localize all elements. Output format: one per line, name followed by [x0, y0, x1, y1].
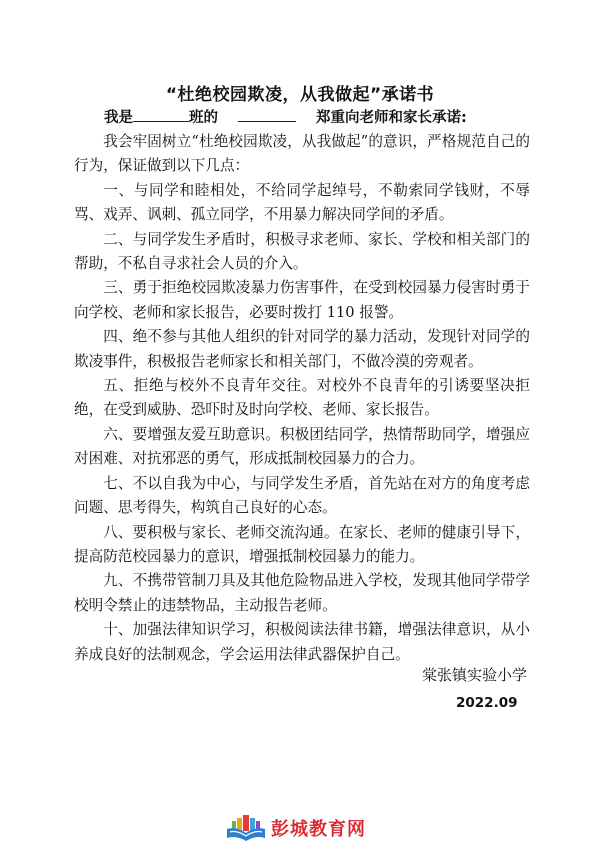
open-book-icon [224, 813, 268, 843]
pledge-item-5: 五、拒绝与校外不良青年交往。对校外不良青年的引诱要坚决拒绝，在受到威胁、恐吓时及时向学校、老师、家长报告。 [74, 377, 530, 419]
pledge-item-3: 三、勇于拒绝校园欺凌暴力伤害事件，在受到校园暴力侵害时勇于向学校、老师和家长报告，必要时拨打 110 报警。 [74, 279, 530, 321]
pledge-suffix: 郑重向老师和家长承诺: [316, 110, 467, 126]
school-name: 棠张镇实验小学 [421, 666, 527, 684]
document-date: 2022.09 [456, 695, 518, 711]
pledge-prefix: 我是 [104, 110, 133, 126]
watermark-text: 彭城教育网 [271, 819, 366, 840]
class-blank[interactable] [133, 107, 189, 122]
pledge-item-10: 十、加强法律知识学习，积极阅读法律书籍，增强法律意识，从小养成良好的法制观念，学会运用法律武器保护自己。 [74, 621, 530, 663]
pledge-item-9: 九、不携带管制刀具及其他危险物品进入学校，发现其他同学带学校明令禁止的违禁物品，主动报告老师。 [74, 572, 530, 614]
pledge-item-8: 八、要积极与家长、老师交流沟通。在家长、老师的健康引导下，提高防范校园暴力的意识，增强抵制校园暴力的能力。 [74, 523, 530, 565]
site-watermark [224, 813, 366, 843]
pledge-line [104, 106, 467, 127]
pledge-item-6: 六、要增强友爱互助意识。积极团结同学，热情帮助同学，增强应对困难、对抗邪恶的勇气，形成抵制校园暴力的合力。 [74, 425, 530, 468]
name-blank[interactable] [238, 107, 296, 122]
pledge-item-4: 四、绝不参与其他人组织的针对同学的暴力活动，发现针对同学的欺凌事件，积极报告老师家长和相关部门，不做冷漠的旁观者。 [74, 328, 530, 370]
pledge-item-7: 七、不以自我为中心，与同学发生矛盾，首先站在对方的角度考虑问题、思考得失，构筑自己良好的心态。 [74, 474, 530, 517]
intro-paragraph: 我会牢固树立“杜绝校园欺凌，从我做起”的意识，严格规范自己的行为，保证做到以下几点： [74, 133, 530, 175]
pledge-item-2: 二、与同学发生矛盾时，积极寻求老师、家长、学校和相关部门的帮助，不私自寻求社会人员的介入。 [74, 230, 530, 273]
pledge-body [74, 130, 530, 667]
document-title: “杜绝校园欺凌，从我做起”承诺书 [165, 85, 435, 105]
pledge-item-1: 一、与同学和睦相处，不给同学起绰号，不勒索同学钱财，不辱骂、戏弄、讽刺、孤立同学，不用暴力解决同学间的矛盾。 [74, 181, 530, 224]
pledge-class: 班的 [189, 110, 218, 126]
